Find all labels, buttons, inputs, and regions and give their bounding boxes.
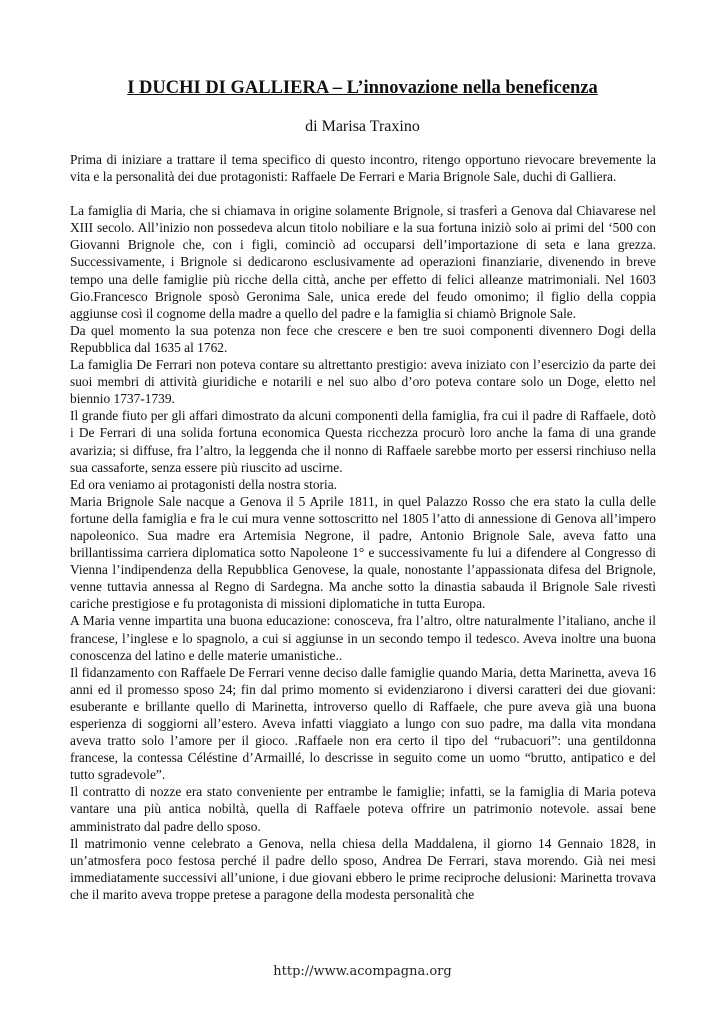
paragraph-maria-birth: Maria Brignole Sale nacque a Genova il 5 Aprile 1811, in quel Palazzo Rosso che era stato la culla delle fortune della famiglia e fra le cui mura venne sottoscritto nel 1805 l’atto di annessione di Genova all’impero napoleonico. Sua madre era Artemisia Negrone, il padre, Antonio Brignole Sale, aveva fatto una brillantissima carriera diplomatica sotto Napoleone 1° e successivamente fu lui a difendere al Congresso di Vienna l’indipendenza della Repubblica Genovese, la quale, nonostante l’appassionata difesa del Brignole, venne tuttavia annessa al Regno di Sardegna. Ma anche sotto la dinastia sabauda il Brignole Sale rivestì cariche prestigiose e fu protagonista di missioni diplomatiche in tutta Europa. — [70, 493, 656, 612]
paragraph-de-ferrari-family: La famiglia De Ferrari non poteva contare su altrettanto prestigio: aveva iniziato con l’esercizio da parte dei suoi membri di attività giuridiche e notarili e nel suo albo d’oro poteva contare solo un Doge, eletto nel biennio 1737-1739. — [70, 357, 656, 407]
paragraph-protagonists: Ed ora veniamo ai protagonisti della nostra storia. — [70, 476, 337, 492]
document-body — [70, 151, 656, 903]
paragraph-wedding: Il matrimonio venne celebrato a Genova, nella chiesa della Maddalena, il giorno 14 Gennaio 1828, in un’atmosfera poco festosa perché il padre dello sposo, Andrea De Ferrari, stava morendo. Già nei mesi immediatamente successivi all’unione, i due giovani ebbero le prime reciproche delusioni: Marinetta trovava che il marito aveva troppe pretese a paragone della modesta personalità che — [70, 835, 656, 902]
paragraph-intro: Prima di iniziare a trattare il tema specifico di questo incontro, ritengo opportuno rievocare brevemente la vita e la personalità dei due protagonisti: Raffaele De Ferrari e Maria Brignole Sale, duchi di Galliera. — [70, 152, 656, 185]
paragraph-engagement: Il fidanzamento con Raffaele De Ferrari venne deciso dalle famiglie quando Maria, detta Marinetta, aveva 16 anni ed il promesso sposo 24; fin dal primo momento si evidenziarono i diversi caratteri dei due giovani: esuberante e brillante quello di Marinetta, introverso quello di Raffaele, che pure aveva già una buona esperienza di soggiorni all’estero. Aveva infatti viaggiato a lungo con suo padre, ma dalla vita mondana aveva tratto solo l’amore per il gioco. .Raffaele non era certo il tipo del “rubacuori”: una gentildonna francese, la contessa Céléstine d’Armaillé, lo descrisse in seguito come un uomo “brutto, antipatico e del tutto sgradevole”. — [70, 664, 656, 783]
paragraph-dogi: Da quel momento la sua potenza non fece che crescere e ben tre suoi componenti divennero Dogi della Repubblica dal 1635 al 1762. — [70, 322, 656, 355]
footer-url: http://www.acompagna.org — [273, 964, 452, 979]
document-title: I DUCHI DI GALLIERA – L’innovazione nella beneficenza — [127, 78, 598, 98]
paragraph-contract: Il contratto di nozze era stato conveniente per entrambe le famiglie; infatti, se la famiglia di Maria poteva vantare una più antica nobiltà, quella di Raffaele poteva offrire un patrimonio notevole. assai bene amministrato dal padre dello sposo. — [70, 784, 656, 834]
paragraph-education: A Maria venne impartita una buona educazione: conosceva, fra l’altro, oltre naturalmente l’italiano, anche il francese, l’inglese e lo spagnolo, a cui si aggiunse in un secondo tempo il tedesco. Aveva inoltre una buona conoscenza del latino e delle materie umanistiche.. — [70, 613, 656, 663]
paragraph-brignole-family: La famiglia di Maria, che si chiamava in origine solamente Brignole, si trasferì a Genova dal Chiavarese nel XIII secolo. All’inizio non possedeva alcun titolo nobiliare e la sua fortuna iniziò solo ai primi del ‘500 con Giovanni Brignole che, con i figli, cominciò ad occuparsi dell’importazione di seta e lana grezza. Successivamente, i Brignole si dedicarono esclusivamente ad operazioni finanziarie, divenendo in breve tempo una delle famiglie più ricche della città, anche per effetto di felici alleanze matrimoniali. Nel 1603 Gio.Francesco Brignole sposò Geronima Sale, unica erede del feudo omonimo; il figlio della coppia aggiunse così il cognome della madre a quello del padre e la famiglia si chiamò Brignole Sale. — [70, 203, 656, 321]
paragraph-fortune: Il grande fiuto per gli affari dimostrato da alcuni componenti della famiglia, fra cui il padre di Raffaele, dotò i De Ferrari di una solida fortuna economica Questa ricchezza procurò loro anche la fama di una grande avarizia; si diffuse, fra l’altro, la leggenda che il nonno di Raffaele sarebbe morto per essersi rinchiuso nella sua cassaforte, senza essere più riuscito ad uscirne. — [70, 408, 656, 475]
document-author: di Marisa Traxino — [305, 118, 420, 135]
